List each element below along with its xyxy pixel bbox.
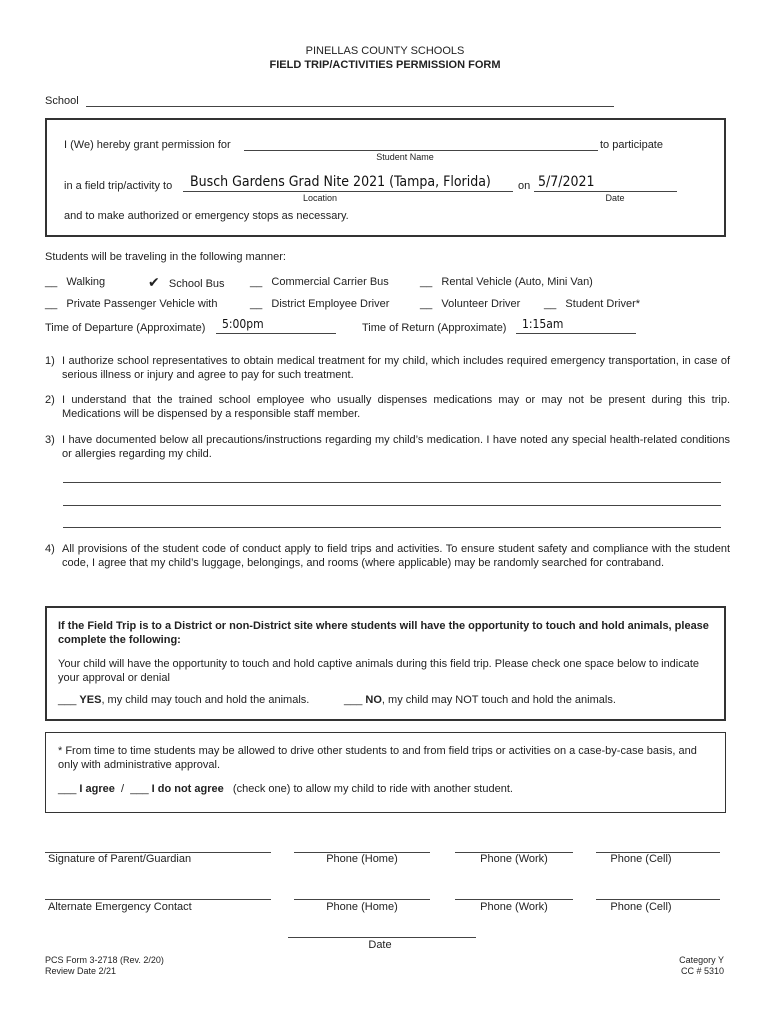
yes-word: YES — [79, 694, 102, 706]
checkbox-blank: __ — [420, 276, 433, 288]
cc-number: CC # 5310 — [680, 966, 724, 976]
statement-2 — [45, 393, 730, 421]
statement-text: I authorize school representatives to obtain medical treatment for my child, which includes required emergency transportation, in case of serious illness or injury and agree to pay for such treatment. — [62, 355, 730, 381]
checkbox-blank: __ — [45, 298, 58, 310]
return-field-line — [516, 333, 636, 334]
location-field-line — [183, 191, 513, 192]
option-label: Rental Vehicle (Auto, Mini Van) — [441, 276, 593, 288]
date-field[interactable] — [288, 937, 476, 938]
alt-phone-work-caption: Phone (Work) — [480, 901, 548, 913]
travel-option-commercial-bus[interactable] — [250, 276, 389, 288]
animals-no-option[interactable] — [344, 694, 616, 706]
yes-text: , my child may touch and hold the animals. — [101, 694, 310, 706]
alt-phone-work-field[interactable] — [455, 899, 573, 900]
on-text: on — [518, 180, 531, 192]
departure-value[interactable]: 5:00pm — [222, 317, 264, 331]
option-label: Volunteer Driver — [441, 298, 521, 310]
drivers-consent — [58, 783, 513, 795]
travel-option-school-bus[interactable] — [148, 274, 225, 291]
statement-text: I have documented below all precautions/instructions regarding my child’s medication. I have noted any special health-related conditions or allergies regarding my child. — [62, 434, 730, 460]
disagree-label: I do not agree — [151, 783, 224, 795]
agree-blank[interactable]: ___ — [58, 783, 77, 795]
animals-yes-option[interactable] — [58, 694, 309, 706]
option-label: Walking — [66, 276, 106, 288]
travel-intro: Students will be traveling in the following manner: — [45, 251, 286, 263]
alt-phone-cell-caption: Phone (Cell) — [610, 901, 672, 913]
form-number: PCS Form 3-2718 (Rev. 2/20) — [45, 955, 164, 965]
checkbox-blank: __ — [544, 298, 557, 310]
option-label: District Employee Driver — [271, 298, 390, 310]
departure-label: Time of Departure (Approximate) — [45, 322, 206, 334]
drivers-note: * From time to time students may be allowed to drive other students to and from field trips or activities on a case-by-case basis, and only with administrative approval. — [58, 745, 697, 771]
no-text: , my child may NOT touch and hold the animals. — [381, 694, 616, 706]
checkbox-blank: __ — [45, 276, 58, 288]
checkbox-blank: __ — [420, 298, 433, 310]
org-name: PINELLAS COUNTY SCHOOLS — [305, 45, 465, 57]
statement-3 — [45, 433, 730, 461]
statement-number: 3) — [45, 434, 55, 446]
school-field[interactable] — [86, 106, 614, 107]
date-value[interactable]: 5/7/2021 — [538, 174, 595, 190]
travel-option-rental[interactable] — [420, 276, 593, 288]
travel-option-district-driver[interactable] — [250, 298, 389, 310]
statement-number: 1) — [45, 355, 55, 367]
parent-signature-caption: Signature of Parent/Guardian — [48, 853, 192, 865]
to-participate-text: to participate — [600, 139, 663, 151]
checkbox-blank: ___ — [344, 694, 363, 706]
animals-heading: If the Field Trip is to a District or non-District site where students will have the opportunity to touch and hold animals, please complete the following: — [58, 620, 709, 646]
form-title: FIELD TRIP/ACTIVITIES PERMISSION FORM — [269, 59, 501, 71]
location-caption: Location — [302, 193, 338, 203]
phone-home-caption: Phone (Home) — [326, 853, 398, 865]
review-date: Review Date 2/21 — [45, 966, 117, 976]
departure-field-line — [216, 333, 336, 334]
checkbox-blank: __ — [250, 276, 263, 288]
alt-phone-home-field[interactable] — [294, 899, 430, 900]
travel-option-private-vehicle[interactable] — [45, 298, 217, 310]
stops-text: and to make authorized or emergency stops as necessary. — [64, 210, 349, 222]
date-caption-bottom: Date — [368, 939, 392, 951]
alternate-contact-caption: Alternate Emergency Contact — [48, 901, 192, 913]
travel-option-volunteer-driver[interactable] — [420, 298, 520, 310]
animals-body: Your child will have the opportunity to touch and hold captive animals during this field trip. Please check one space below to indicate your approval or denial — [58, 658, 700, 684]
drivers-rest-text: (check one) to allow my child to ride with another student. — [232, 783, 513, 795]
option-label: Private Passenger Vehicle with — [66, 298, 218, 310]
medication-notes-line-2[interactable] — [63, 505, 721, 506]
option-label: School Bus — [168, 278, 225, 290]
return-value[interactable]: 1:15am — [522, 317, 564, 331]
checkbox-blank: __ — [250, 298, 263, 310]
date-caption: Date — [605, 193, 625, 203]
phone-work-caption: Phone (Work) — [480, 853, 548, 865]
grant-text: I (We) hereby grant permission for — [64, 139, 231, 151]
check-mark-icon: ✔ — [148, 274, 160, 290]
date-field-line — [534, 191, 677, 192]
alt-phone-cell-field[interactable] — [596, 899, 720, 900]
travel-option-student-driver[interactable] — [544, 298, 640, 310]
alternate-contact-field[interactable] — [45, 899, 271, 900]
alt-phone-home-caption: Phone (Home) — [326, 901, 398, 913]
travel-option-walking[interactable] — [45, 276, 105, 288]
school-label: School — [45, 95, 79, 107]
option-label: Commercial Carrier Bus — [271, 276, 389, 288]
statement-4 — [45, 542, 730, 570]
no-word: NO — [365, 694, 382, 706]
slash-separator: / — [121, 783, 125, 795]
option-label: Student Driver* — [565, 298, 641, 310]
statement-number: 2) — [45, 394, 55, 406]
medication-notes-line-3[interactable] — [63, 527, 721, 528]
disagree-blank[interactable]: ___ — [130, 783, 149, 795]
location-value[interactable]: Busch Gardens Grad Nite 2021 (Tampa, Florida) — [190, 174, 491, 190]
agree-label: I agree — [79, 783, 115, 795]
field-trip-text: in a field trip/activity to — [64, 180, 173, 192]
student-name-caption: Student Name — [376, 152, 434, 162]
statement-text: All provisions of the student code of conduct apply to field trips and activities. To ensure student safety and compliance with the student code, I agree that my child’s luggage, belongings, and rooms (where applicable) may be randomly searched for contraband. — [62, 543, 730, 569]
statement-number: 4) — [45, 543, 55, 555]
return-label: Time of Return (Approximate) — [362, 322, 507, 334]
medication-notes-line-1[interactable] — [63, 482, 721, 483]
statement-1 — [45, 354, 730, 382]
checkbox-blank: ___ — [58, 694, 77, 706]
statement-text: I understand that the trained school employee who usually dispenses medications may or may not be present during this trip. Medications will be dispensed by a responsible staff member. — [62, 394, 730, 420]
student-name-field[interactable] — [244, 150, 598, 151]
category: Category Y — [679, 955, 724, 965]
phone-cell-caption: Phone (Cell) — [610, 853, 672, 865]
